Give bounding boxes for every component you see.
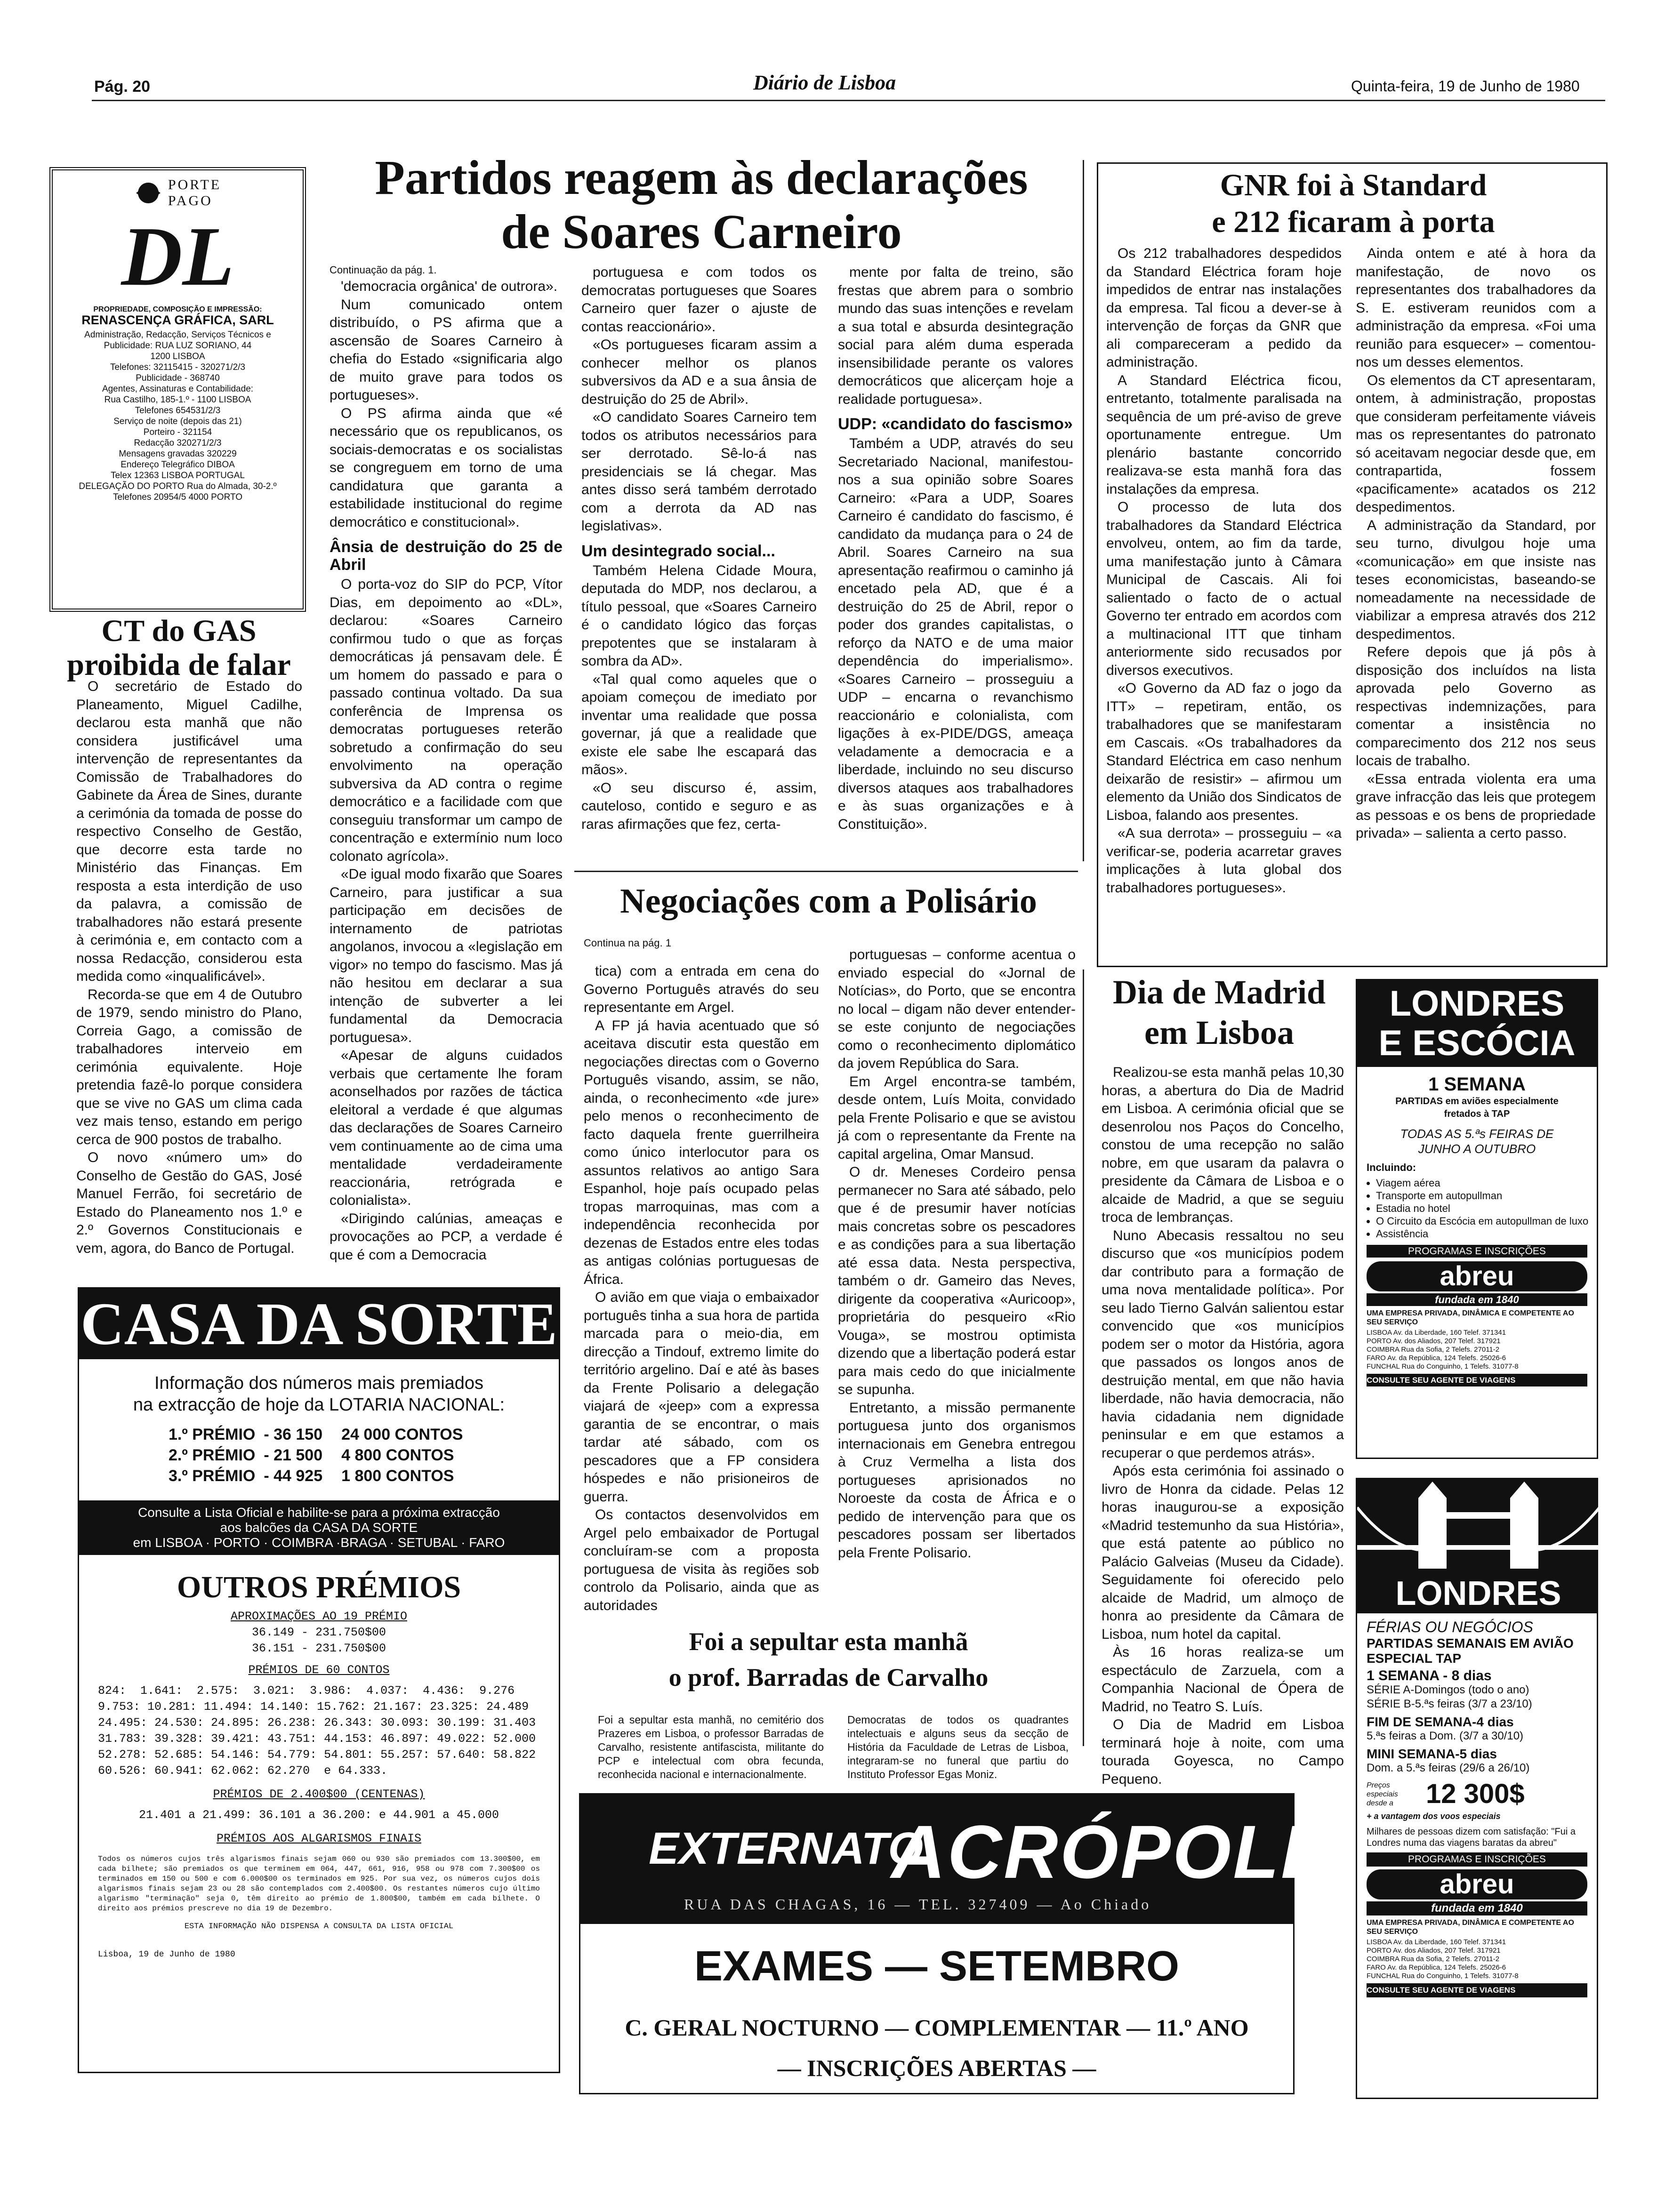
paragraph: «De igual modo fixarão que Soares Carneiro, para justificar a sua participação em decisões de internamento de patriotas angolanos, invocou a «legislação em vigor» no tempo do fascismo. Mas já não hesitou em declarar a sua intenção de subverter a lei fundamental da Democracia portuguesa». xyxy=(330,866,563,1045)
londres1-programas: PROGRAMAS E INSCRIÇÕES xyxy=(1367,1245,1587,1258)
paragraph: A Standard Eléctrica ficou, entretanto, totalmente paralisada na sequência de um pré-aviso de greve oportunamente entregue. Um plenário bastante concorrido realizava-se esta manhã fora das instalações da empresa. xyxy=(1106,372,1342,497)
included-item: • Assistência xyxy=(1376,1227,1597,1240)
prize-row xyxy=(169,1466,559,1486)
gnr-col2 xyxy=(1356,245,1596,843)
subheading: Ânsia de destruição do 25 de Abril xyxy=(330,538,563,574)
londres2-mini: MINI SEMANA-5 dias xyxy=(1367,1747,1497,1761)
paragraph: O dr. Meneses Cordeiro pensa permanecer no Sara até sábado, pelo que é de presumir haver notícias mais concretas sobre os pescadores e as condições para a sua libertação até essa data. Nesta perspectiva, também o dr. Gameiro das Neves, dirigente da cooperativa «Auricoop», proprietária do pesqueiro «Rio Vouga», se mostrou optimista dizendo que a libertação poderá estar para mais cedo do que inicialmente se supunha. xyxy=(838,1164,1076,1397)
londres2-ferias: FÉRIAS OU NEGÓCIOS xyxy=(1367,1619,1533,1635)
p2400-title: PRÉMIOS DE 2.400$00 (CENTENAS) xyxy=(213,1787,425,1801)
paragraph: O PS afirma ainda que «é necessário que os republicanos, os sociais-democratas e os socialistas se congreguem em torno de uma candidatura que garanta a estabilidade institucional do regime democrático e constitucional». xyxy=(330,405,563,530)
londres2-mini-sub: Dom. a 5.ªs feiras (29/6 a 26/10) xyxy=(1367,1762,1530,1774)
p60-line: 9.753: 10.281: 11.494: 14.140: 15.762: 21.167: 23.325: 24.489 xyxy=(98,1700,529,1714)
office-line: FARO Av. da República, 124 Telefs. 25026-6 xyxy=(1367,1964,1506,1972)
imprint-line: Telefones 20954/5 4000 PORTO xyxy=(113,492,242,502)
included-item: • Transporte em autopullman xyxy=(1376,1189,1597,1202)
abreu-logo: abreu xyxy=(1367,1869,1587,1899)
office-line: FUNCHAL Rua do Conguinho, 1 Telefs. 31077-8 xyxy=(1367,1362,1519,1370)
casa-sorte-banner: Consulte a Lista Oficial e habilite-se para a próxima extracção aos balcões da CASA DA SORTE em LISBOA · PORTO · COIMBRA ·BRAGA · SETUBAL · FARO xyxy=(79,1500,559,1555)
cursos-label: C. GERAL NOCTURNO — COMPLEMENTAR — 11.º ANO xyxy=(625,2014,1249,2041)
office-line: PORTO Av. dos Aliados, 207 Telef. 317921 xyxy=(1367,1337,1501,1345)
p2400-value: 21.401 a 21.499: 36.101 a 36.200: e 44.901 a 45.000 xyxy=(138,1808,499,1822)
porte-label: PORTE xyxy=(168,177,222,192)
subheading: UDP: «candidato do fascismo» xyxy=(838,415,1073,433)
imprint-line: Telex 12363 LISBOA PORTUGAL xyxy=(111,471,245,481)
paragraph: Os elementos da CT apresentaram, ontem, à administração, propostas que consideram perfeitamente viáveis mas os representantes do patronato só aceitavam negociar desde que, em contrapartida, fossem «pacificamente» acatados os 212 despedimentos. xyxy=(1356,372,1596,515)
imprint-line: Telefones 654531/2/3 xyxy=(135,406,221,416)
header-rule xyxy=(92,100,1605,101)
paragraph: «O candidato Soares Carneiro tem todos os atributos necessários para ser derrotado. Sê-lo-á nas presidenciais se lá chegar. Mas antes disso será também derrotado com a derrota da AD nas legislativas». xyxy=(581,409,817,534)
paragraph: O secretário de Estado do Planeamento, Miguel Cadilhe, declarou esta manhã que não considera justificável uma intervenção de representantes da Comissão de Trabalhadores do Gabinete da Área de Sines, durante a cerimónia da tomada de posse do respectivo Conselho de Gestão, que decorre esta tarde no Ministério das Finanças. Em resposta a esta interdição de uso da palavra, a comissão de trabalhadores não estará presente à cerimónia e, em contacto com a nossa Redacção, considerou esta medida como «inqualificável». xyxy=(76,679,302,984)
office-line: LISBOA Av. da Liberdade, 160 Telef. 371341 xyxy=(1367,1329,1506,1337)
imprint-line: Redacção 320271/2/3 xyxy=(134,438,222,448)
polisario-col2 xyxy=(838,946,1076,1562)
partidos-col1 xyxy=(330,278,563,1264)
aprox-list xyxy=(79,1625,559,1657)
office-line: COIMBRA Rua da Sofia, 2 Telefs. 27011-2 xyxy=(1367,1955,1500,1963)
abreu-fundada: fundada em 1840 xyxy=(1367,1293,1587,1306)
issue-date: Quinta-feira, 19 de Junho de 1980 xyxy=(1351,78,1580,95)
exames-label: EXAMES — SETEMBRO xyxy=(694,1943,1180,1990)
col-rule xyxy=(1083,160,1084,861)
imprint-line: Porteiro - 321154 xyxy=(143,427,212,437)
paragraph: O Dia de Madrid em Lisboa terminará hoje à noite, com uma tourada Goyesca, no Campo Pequeno. xyxy=(1102,1717,1344,1787)
paragraph: «O Governo da AD faz o jogo da ITT» – repetiram, então, os trabalhadores que se manifestaram em Cascais. «Os trabalhadores da Standard Eléctrica em caso nenhum deixarão de resistir» – afirmou um elemento da União dos Sindicatos de Lisboa, falando aos presentes. xyxy=(1106,681,1342,823)
owner-title: PROPRIEDADE, COMPOSIÇÃO E IMPRESSÃO: xyxy=(93,305,262,313)
paragraph: O novo «número um» do Conselho de Gestão do GAS, José Manuel Ferrão, foi secretário de Estado do Planeamento nos 1.º e 2.º Governos Constitucionais e vem, agora, do Banco de Portugal. xyxy=(76,1150,302,1256)
paragraph: portuguesa e com todos os democratas portugueses que Soares Carneiro quer fazer o ajuste de contas reaccionário». xyxy=(581,264,817,335)
abreu-fundada: fundada em 1840 xyxy=(1367,1901,1587,1915)
consulte-agente: CONSULTE SEU AGENTE DE VIAGENS xyxy=(1367,1983,1587,1997)
imprint-line: Endereço Telegráfico DIBOA xyxy=(121,460,235,470)
paragraph: mente por falta de treino, são frestas que abrem para o sombrio mundo das suas intenções e revelam a sua total e absurda desintegração social para além duma esperada insensibilidade perante os valores democráticos que alicerçam hoje a realidade portuguesa». xyxy=(838,264,1073,407)
partidos-continuation: Continuação da pág. 1. xyxy=(330,264,437,276)
londres2-semana: 1 SEMANA - 8 dias xyxy=(1367,1668,1492,1683)
londres2-programas: PROGRAMAS E INSCRIÇÕES xyxy=(1367,1852,1587,1867)
polisario-rule xyxy=(574,871,1078,872)
office-line: PORTO Av. dos Aliados, 207 Telef. 317921 xyxy=(1367,1947,1501,1955)
subheading: Um desintegrado social... xyxy=(581,542,775,560)
cgas-title: CT do GAS proibida de falar xyxy=(67,614,291,682)
paragraph: O porta-voz do SIP do PCP, Vítor Dias, em depoimento ao «DL», declarou: «Soares Carneiro confirmou tudo o que as forças democráticas já pensavam dele. É um homem do passado e para o passado continua voltado. Da sua conferência de Imprensa os democratas portugueses reterão sobretudo a confirmação do seu envolvimento na operação subversiva da AD contra o regime democrático e a facilidade com que conseguiu transformar um campo de concentração e extermínio num loco colonato agrícola». xyxy=(330,577,563,864)
paragraph: Ainda ontem e até à hora da manifestação, de novo os representantes dos trabalhadores da S. E. estiveram reunidos com a administração da empresa. «Foi uma reunião para esquecer» – comentou-nos um desses elementos. xyxy=(1356,246,1596,370)
casa-sorte-intro: Informação dos números mais premiados xyxy=(154,1373,484,1393)
barradas-col2: Democratas de todos os quadrantes intelectuais e alguns seus da secção de História da Faculdade de Letras de Lisboa, integraram-se no funeral que partiu do Instituto Professor Egas Moniz. xyxy=(847,1714,1069,1780)
acropole-ad xyxy=(579,1793,1333,2094)
inscricoes-label: — INSCRIÇÕES ABERTAS — xyxy=(777,2055,1096,2081)
included-item: • O Circuito da Escócia em autopullman de luxo xyxy=(1376,1215,1597,1227)
imprint-line: Administração, Redacção, Serviços Técnicos e Publicidade: RUA LUZ SORIANO, 44 xyxy=(84,330,271,351)
londres2-serie-b: SÉRIE B-5.ªs feiras (3/7 a 23/10) xyxy=(1367,1698,1532,1710)
paragraph: «Os portugueses ficaram assim a conhecer melhor os planos subversivos da AD e a sua ânsia de destruição do 25 de Abril». xyxy=(581,337,817,407)
acropole-address: RUA DAS CHAGAS, 16 — TEL. 327409 — Ao Chiado xyxy=(684,1896,1152,1913)
polisario-title: Negociações com a Polisário xyxy=(620,882,1037,921)
prize-value: 4 800 CONTOS xyxy=(341,1446,454,1464)
prize-row xyxy=(169,1445,559,1466)
paragraph: O processo de luta dos trabalhadores da Standard Eléctrica envolveu, ontem, ao fim da tarde, uma manifestação junto à Câmara Municipal de Cascais. Ali foi salientado o facto de o actual Governo ter entrado em acordos com a multinacional ITT que tinham anteriormente sido recusados por diversos executivos. xyxy=(1106,499,1342,678)
paragraph: «Essa entrada violenta era uma grave infracção das leis que protegem as pessoas e os bens de propriedade privada» – salienta a certo passo. xyxy=(1356,771,1596,841)
londres2-milhares: Milhares de pessoas dizem com satisfação: "Fui a Londres numa das viagens baratas da abreu" xyxy=(1367,1827,1576,1848)
paragraph: Refere depois que já pôs à disposição dos incluídos na lista aprovada pelo Governo as respectivas indemnizações, para comentar a insistência no comparecimento dos 212 nos seus locais de trabalho. xyxy=(1356,644,1596,769)
partidos-col3 xyxy=(838,264,1073,834)
col-rule xyxy=(1083,970,1084,1746)
londres2-serie-a: SÉRIE A-Domingos (todo o ano) xyxy=(1367,1683,1529,1696)
imprint-line: Mensagens gravadas 320229 xyxy=(119,449,237,459)
casa-sorte-title: CASA DA SORTE xyxy=(79,1289,559,1359)
dl-logo: DL xyxy=(121,209,234,303)
londres2-fim: FIM DE SEMANA-4 dias xyxy=(1367,1715,1514,1729)
pago-label: PAGO xyxy=(168,193,213,208)
paragraph: Também a UDP, através do seu Secretariado Nacional, manifestou-nos a sua opinião sobre Soares Carneiro: «Para a UDP, Soares Carneiro é candidato do fascismo, é candidato da mudança para o 24 de Abril. Soares Carneiro na sua apresentação reafirmou o caminho já encetado pela AD, que é a destruição do 25 de Abril, repor o poder dos grandes capitalistas, o reforço da NATO e de uma maior dependência do imperialismo». «Soares Carneiro – prosseguiu a UDP – encarna o revanchismo reaccionário e colonialista, com ligações à ex-PIDE/DGS, ameaça veladamente a democracia e a liberdade, incluindo no seu discurso diversos ataques aos trabalhadores e às suas organizações e à Constituição». xyxy=(838,436,1073,832)
madrid-article xyxy=(1102,1064,1344,1788)
casa-sorte-date: Lisboa, 19 de Junho de 1980 xyxy=(98,1950,235,1959)
aprox-title: APROXIMAÇÕES AO 19 PRÉMIO xyxy=(230,1610,408,1623)
londres2-partidas: PARTIDAS SEMANAIS EM AVIÃO ESPECIAL TAP xyxy=(1367,1636,1574,1666)
paragraph: Após esta cerimónia foi assinado o livro de Honra da cidade. Pelas 12 horas inaugurou-se a exposição «Madrid testemunho da sua História», que está patente ao público no Palácio Galveias (Museu da Cidade). Seguidamente foi oferecido pelo alcaide de Madrid, um almoço de honra ao presidente da Câmara de Lisboa, num hotel da capital. xyxy=(1102,1463,1344,1642)
office-line: COIMBRA Rua da Sofia, 2 Telefs. 27011-2 xyxy=(1367,1346,1500,1354)
paragraph: A FP já havia acentuado que só aceitava discutir esta questão em negociações directas com o Governo Português visando, assim, se não, ainda, o reconhecimento «de jure» pelo menos o reconhecimento de facto daquela frente guerrilheira como único interlocutor para os assuntos relativos ao antigo Sara Espanhol, hoje país ocupado pelas tropas marroquinas, mas com a independência reconhecida por dezenas de Estados entre eles todas as antigas colónias portuguesas de África. xyxy=(584,1018,819,1287)
partidos-title: Partidos reagem às declarações de Soares Carneiro xyxy=(375,151,1028,259)
alg-title: PRÉMIOS AOS ALGARISMOS FINAIS xyxy=(216,1832,422,1845)
prize-number: - 36 150 xyxy=(264,1426,323,1443)
londres1-items xyxy=(1376,1177,1597,1240)
partidos-col2 xyxy=(581,264,817,834)
londres1-incluindo: Incluindo: xyxy=(1367,1162,1416,1173)
paragraph: «Dirigindo calúnias, ameaças e provocações ao PCP, a verdade é que é com a Democracia xyxy=(330,1210,563,1263)
paragraph: Nuno Abecasis ressaltou no seu discurso que «os municípios podem dar contributo para a formação de uma nova mentalidade política». Por seu lado Tierno Galván salientou estar convencido que «os municípios podem ser o motor da História, agora que passados os longos anos de destruição mental, em que não havia liberdade, não havia democracia, não havia cidadania nem dignidade peninsular e em que estamos a recuperar o que perdemos atrás». xyxy=(1102,1227,1344,1461)
office-line: FARO Av. da República, 124 Telefs. 25026-6 xyxy=(1367,1354,1506,1362)
consulte-agente: CONSULTE SEU AGENTE DE VIAGENS xyxy=(1367,1374,1587,1387)
p60-line: 24.495: 24.530: 24.895: 26.238: 26.343: 30.093: 30.199: 31.403 xyxy=(98,1716,536,1730)
imprint-line: Publicidade - 368740 xyxy=(136,373,220,383)
abreu-empresa: UMA EMPRESA PRIVADA, DINÂMICA E COMPETENTE AO SEU SERVIÇO xyxy=(1367,1309,1574,1326)
p60-line: 60.526: 60.941: 62.062: 62.270 e 64.333. xyxy=(98,1764,388,1778)
paragraph: Num comunicado ontem distribuído, o PS afirma que a ascensão de Soares Carneiro à chefia do Estado «significaria algo de muito grave para todos os portugueses». xyxy=(330,297,563,403)
gnr-col1 xyxy=(1106,245,1342,897)
prize-row xyxy=(169,1424,559,1445)
p60-line: 824: 1.641: 2.575: 3.021: 3.986: 4.037: 4.436: 9.276 xyxy=(98,1684,515,1698)
included-item: • Estadia no hotel xyxy=(1376,1202,1597,1215)
p60-title: PRÉMIOS DE 60 CONTOS xyxy=(248,1663,390,1677)
paragraph: O avião em que viaja o embaixador português tinha a sua hora de partida marcada para o meio-dia, em direcção a Tindouf, extremo limite do território argelino. Daí e até às bases da Frente Polisario a delegação viajará de «jeep» com a expressa garantia de se encontrar, o mais tardar até sábado, com os pescadores que a FP considera hóspedes e não prisioneiros de guerra. xyxy=(584,1290,819,1505)
madrid-title: Dia de Madrid em Lisboa xyxy=(1112,973,1326,1051)
alg-text: Todos os números cujos três algarismos finais sejam 060 ou 930 são premiados com 13.300$00, em cada bilhete; são premiados os que terminem em 064, 447, 661, 916, 958 ou 978 com 7.300$00 os terminados em 150 ou 500 e com 6.000$00 os terminados em 925. Por sua vez, os números cujos dois algarismos finais sejam 23 ou 28 são contemplados com 2.400$00. Os restantes números cujo último algarismo "terminação" seja 0, têm direito ao prémio de 1.800$00, também em cada bilhete. O direito aos prémios prescreve no dia 19 de Dezembro. xyxy=(98,1855,540,1913)
londres1-offices xyxy=(1367,1329,1587,1371)
aprox-line: 36.149 - 231.750$00 xyxy=(251,1626,386,1639)
londres2-title: LONDRES xyxy=(1395,1575,1561,1612)
londres1-partidas: PARTIDAS em aviões especialmente fretados à TAP xyxy=(1395,1096,1559,1119)
paragraph: Os contactos desenvolvidos em Argel pelo embaixador de Portugal concluíram-se com a proposta portuguesa de visita às regiões sob controlo da Polisario, ainda que as autoridades xyxy=(584,1507,819,1613)
prize-label: 1.º PRÉMIO xyxy=(169,1426,256,1443)
page-number: Pág. 20 xyxy=(94,78,151,96)
londres2-fim-sub: 5.ªs feiras a Dom. (3/7 a 30/10) xyxy=(1367,1730,1524,1742)
imprint-box xyxy=(49,167,306,612)
casa-sorte-notice: ESTA INFORMAÇÃO NÃO DISPENSA A CONSULTA DA LISTA OFICIAL xyxy=(184,1922,454,1931)
casa-sorte-intro2: na extracção de hoje da LOTARIA NACIONAL: xyxy=(133,1395,505,1415)
londres1-title2: E ESCÓCIA xyxy=(1378,1023,1576,1063)
prize-value: 24 000 CONTOS xyxy=(341,1426,463,1443)
imprint-line: 1200 LISBOA xyxy=(150,352,205,361)
paragraph: «A sua derrota» – prosseguiu – «a verificar-se, poderia acarretar graves implicações à luta global dos trabalhadores portugueses». xyxy=(1106,825,1342,896)
paragraph: Os 212 trabalhadores despedidos da Standard Eléctrica foram hoje impedidos de entrar nas instalações da empresa. Tal ficou a dever-se à intervenção de forças da GNR que ali compareceram a pedido da administração. xyxy=(1106,246,1342,370)
londres1-semana: 1 SEMANA xyxy=(1428,1074,1526,1095)
paragraph: «O seu discurso é, assim, cauteloso, contido e seguro e as raras afirmações que fez, certa- xyxy=(581,780,817,832)
paragraph: Realizou-se esta manhã pelas 10,30 horas, a abertura do Dia de Madrid em Lisboa. A cerimónia oficial que se desenrolou nos Paços do Concelho, constou de uma recepção no salão nobre, em que usaram da palavra o presidente da Câmara de Lisboa e o alcaide de Madrid, a que se seguiu troca de lembranças. xyxy=(1102,1065,1344,1225)
masthead: Diário de Lisboa xyxy=(753,71,896,94)
paragraph: 'democracia orgânica' de outrora». xyxy=(341,279,558,294)
office-line: LISBOA Av. da Liberdade, 160 Telef. 371341 xyxy=(1367,1938,1506,1946)
paragraph: portuguesas – conforme acentua o enviado especial do «Jornal de Notícias», do Porto, que se encontra no local – digam não dever entender-se este conjunto de negociações como o reconhecimento diplomático da jovem República do Sara. xyxy=(838,947,1076,1071)
p60-list xyxy=(79,1683,559,1779)
prize-list xyxy=(169,1424,559,1486)
paragraph: «Tal qual como aqueles que o apoiam começou de imediato por inventar uma realidade que possa governar, já que a realidade que existe ele sabe lhe escapará das mãos». xyxy=(581,671,817,777)
imprint-line: Telefones: 32115415 - 320271/2/3 xyxy=(110,362,245,372)
londres2-vantagem: + a vantagem dos voos especiais xyxy=(1367,1811,1501,1821)
abreu-empresa: UMA EMPRESA PRIVADA, DINÂMICA E COMPETENTE AO SEU SERVIÇO xyxy=(1367,1919,1574,1936)
polisario-continuation: Continua na pág. 1 xyxy=(584,937,671,949)
owner-name: RENASCENÇA GRÁFICA, SARL xyxy=(81,313,274,327)
londres2-price: 12 300$ xyxy=(1426,1779,1525,1809)
paragraph: Recorda-se que em 4 de Outubro de 1979, sendo ministro do Plano, Correia Gago, a comissão de trabalhadores interveio em cerimónia equivalente. Hoje pretendia fazê-lo porque considera que se vive no GAS um clima cada vez mais tenso, estando em perigo cerca de 900 postos de trabalho. xyxy=(76,986,302,1147)
prize-label: 3.º PRÉMIO xyxy=(169,1467,256,1485)
externato-label: EXTERNATO xyxy=(649,1823,924,1874)
londres2-precos: Preços especiais desde a xyxy=(1367,1781,1398,1807)
paragraph: «Apesar de alguns cuidados verbais que certamente lhe foram aconselhados por razões de táctica eleitoral a verdade é que algumas das declarações de Soares Carneiro vem continuamente ao de cima uma mentalidade verdadeiramente reaccionária, retrógrada e colonialista». xyxy=(330,1048,563,1208)
londres-escocia-ad xyxy=(1356,979,1598,1459)
imprint-line: Serviço de noite (depois das 21) xyxy=(113,417,242,426)
polisario-col1 xyxy=(584,962,819,1615)
londres-ad xyxy=(1356,1478,1598,2099)
paragraph: Entretanto, a missão permanente portuguesa junto dos organismos internacionais em Genebra entregou à Cruz Vermelha a lista dos portugueses aprisionados no Noroeste da costa de África e o pedido de intervenção para que os pescadores possam ser libertados pela Frente Polisario. xyxy=(838,1400,1076,1561)
prize-value: 1 800 CONTOS xyxy=(341,1467,454,1485)
p60-line: 31.783: 39.328: 39.421: 43.751: 44.153: 46.897: 49.022: 52.000 xyxy=(98,1732,536,1746)
outros-premios-title: OUTROS PRÉMIOS xyxy=(177,1570,461,1604)
londres1-title: LONDRES xyxy=(1389,984,1565,1024)
abreu-logo: abreu xyxy=(1367,1261,1587,1291)
barradas-col1: Foi a sepultar esta manhã, no cemitério dos Prazeres em Lisboa, o professor Barradas de Carvalho, resistente antifascista, militante do PCP e intelectual com obra fecunda, reconhecida nacional e internacionalmente. xyxy=(598,1714,824,1780)
p60-line: 52.278: 52.685: 54.146: 54.779: 54.801: 55.257: 57.640: 58.822 xyxy=(98,1748,536,1762)
paragraph: Em Argel encontra-se também, desde ontem, Luís Moita, convidado pela Frente Polisario e que se avistou já com o representante da Frente na capital argelina, Omar Mansud. xyxy=(838,1074,1076,1162)
prize-number: - 21 500 xyxy=(264,1446,323,1464)
casa-sorte-ad xyxy=(78,1287,560,2073)
office-line: FUNCHAL Rua do Conguinho, 1 Telefs. 31077-8 xyxy=(1367,1972,1519,1980)
cgas-article xyxy=(76,678,302,1258)
acropole-name: ACRÓPOLE xyxy=(891,1810,1333,1894)
londres2-offices xyxy=(1367,1938,1587,1980)
imprint-line: DELEGAÇÃO DO PORTO Rua do Almada, 30-2.º xyxy=(79,481,277,491)
aprox-line: 36.151 - 231.750$00 xyxy=(251,1642,386,1655)
gnr-title: GNR foi à Standard e 212 ficaram à porta xyxy=(1212,168,1495,239)
paragraph: A administração da Standard, por seu turno, divulgou hoje uma «comunicação» em que insiste nas teses economicistas, baseando-se nomeadamente na necessidade de viabilizar a empresa através dos 212 despedimentos. xyxy=(1356,517,1596,642)
londres1-todas: TODAS AS 5.ªs FEIRAS DE JUNHO A OUTUBRO xyxy=(1400,1127,1554,1156)
tower-bridge-icon xyxy=(1357,1479,1600,1573)
prize-number: - 44 925 xyxy=(264,1467,323,1485)
prize-label: 2.º PRÉMIO xyxy=(169,1446,256,1464)
paragraph: Também Helena Cidade Moura, deputada do MDP, nos declarou, a título pessoal, que «Soares Carneiro é o candidato lógico das forças prepotentes que se instalaram à sombra da AD». xyxy=(581,562,817,669)
paragraph: tica) com a entrada em cena do Governo Português através do seu representante em Argel. xyxy=(584,963,819,1015)
imprint-lines xyxy=(62,329,293,503)
eagle-crest-icon xyxy=(134,179,162,207)
imprint-line: Agentes, Assinaturas e Contabilidade: xyxy=(102,384,254,394)
paragraph: Às 16 horas realiza-se um espectáculo de Zarzuela, com a Companhia Nacional de Ópera de Madrid, no Teatro S. Luís. xyxy=(1102,1644,1344,1715)
imprint-line: Rua Castilho, 185-1.º - 1100 LISBOA xyxy=(104,395,251,405)
barradas-title: Foi a sepultar esta manhã o prof. Barradas de Carvalho xyxy=(668,1627,989,1691)
included-item: • Viagem aérea xyxy=(1376,1177,1597,1189)
